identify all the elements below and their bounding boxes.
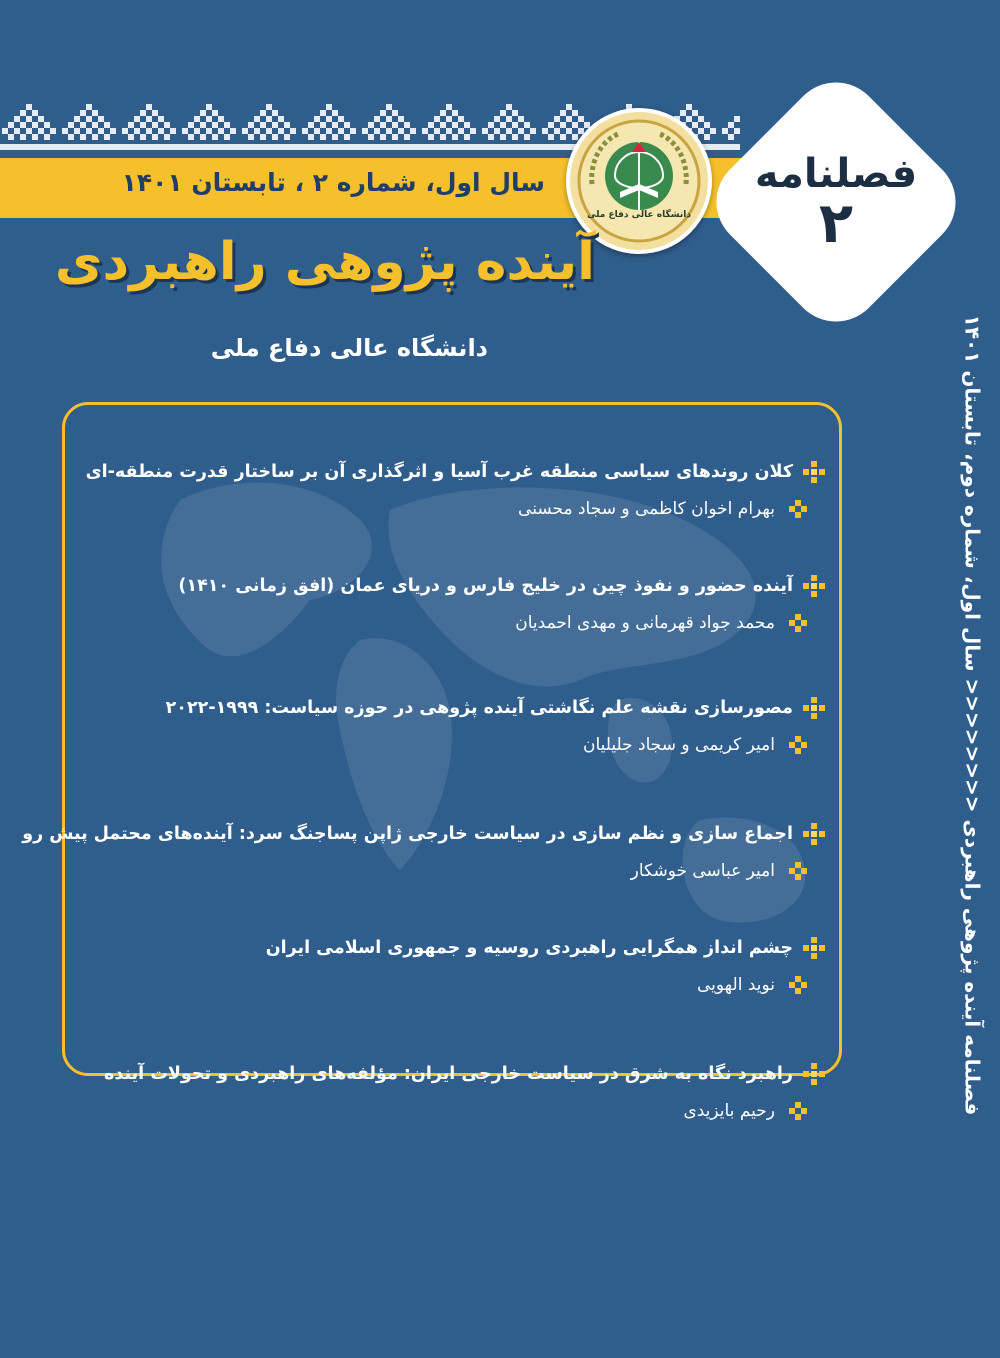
bullet-icon [803,823,825,845]
badge-content [738,104,934,300]
article-authors: محمد جواد قهرمانی و مهدی احمدیان [515,613,809,633]
bullet-icon [789,736,807,754]
emblem-label: دانشگاه عالی دفاع ملی [587,210,691,220]
article-authors: رحیم بایزیدی [683,1101,809,1121]
university-name: دانشگاه عالی دفاع ملی [210,334,488,362]
badge-title: فصلنامه [754,151,918,197]
badge-number: ۲ [818,191,854,256]
article-authors: نوید الهویی [697,975,809,995]
article-title[interactable]: چشم انداز همگرایی راهبردی روسیه و جمهوری اسلامی ایران [266,937,825,959]
bullet-icon [803,575,825,597]
bullet-icon [789,500,807,518]
bullet-icon [789,1102,807,1120]
article-title[interactable]: اجماع سازی و نظم سازی در سیاست خارجی ژاپن پساجنگ سرد: آینده‌های محتمل پیش رو [22,823,825,845]
table-of-contents [22,402,842,1121]
bullet-icon [803,461,825,483]
bullet-icon [789,614,807,632]
journal-title: آینده پژوهی راهبردی [54,232,595,292]
article-authors: امیر کریمی و سجاد جلیلیان [583,735,809,755]
issue-info: سال اول، شماره ۲ ، تابستان ۱۴۰۱ [121,168,545,197]
bullet-icon [803,1063,825,1085]
article-authors: امیر عباسی خوشکار [631,861,809,881]
article-title[interactable]: راهبرد نگاه به شرق در سیاست خارجی ایران: مؤلفه‌های راهبردی و تحولات آینده [104,1063,825,1085]
bullet-icon [803,937,825,959]
bullet-icon [789,976,807,994]
article-title[interactable]: مصورسازی نقشه علم نگاشتی آینده پژوهی در حوزه سیاست: ۱۹۹۹-۲۰۲۲ [166,697,825,719]
bullet-icon [803,697,825,719]
article-title[interactable]: کلان روندهای سیاسی منطقه غرب آسیا و اثرگذاری آن بر ساختار قدرت منطقه-ای [86,461,825,483]
article-title[interactable]: آینده حضور و نفوذ چین در خلیج فارس و دریای عمان (افق زمانی ۱۴۱۰) [178,575,825,597]
bullet-icon [789,862,807,880]
article-authors: بهرام اخوان کاظمی و سجاد محسنی [518,499,809,519]
spine-text: فصلنامه آینده پژوهی راهبردی <<<<<<<< سال اول، شماره دوم، تابستان ۱۴۰۱ [960,314,985,1116]
spine [950,314,994,1116]
